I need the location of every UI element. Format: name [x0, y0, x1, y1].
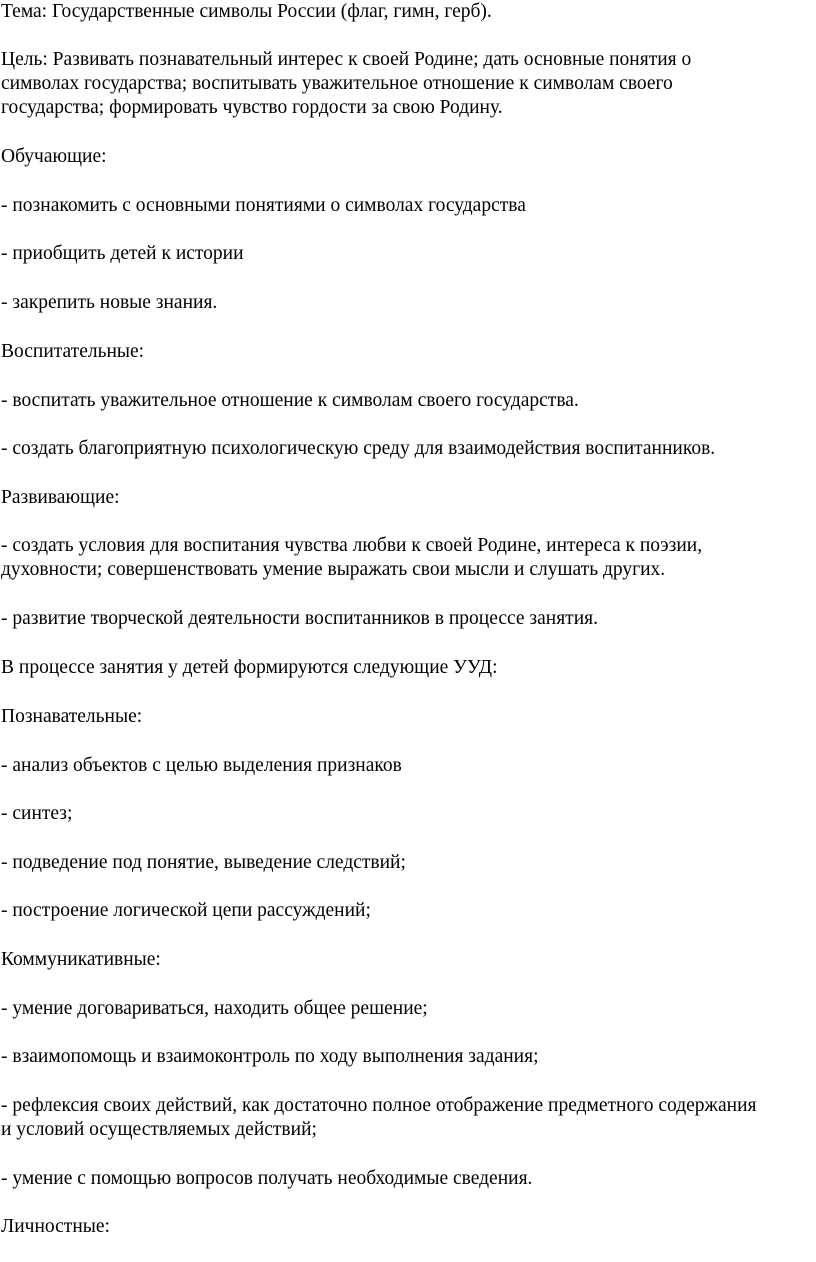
- goal-line-2: символах государства; воспитывать уважительное отношение к символам своего: [1, 73, 673, 94]
- teaching-item: - приобщить детей к истории: [1, 243, 244, 264]
- communicative-item-line-1: - рефлексия своих действий, как достаточно полное отображение предметного содержания: [1, 1095, 757, 1116]
- goal-line-1: Цель: Развивать познавательный интерес к своей Родине; дать основные понятия о: [1, 49, 692, 70]
- communicative-item: - умение с помощью вопросов получать необходимые сведения.: [1, 1168, 533, 1189]
- developing-item-line-1: - создать условия для воспитания чувства любви к своей Родине, интереса к поэзии,: [1, 535, 703, 556]
- cognitive-item: - анализ объектов с целью выделения признаков: [1, 755, 402, 776]
- cognitive-item: - подведение под понятие, выведение следствий;: [1, 852, 406, 873]
- goal-line-3: государства; формировать чувство гордости за свою Родину.: [1, 97, 503, 118]
- teaching-heading: Обучающие:: [1, 146, 107, 167]
- upbringing-item: - создать благоприятную психологическую среду для взаимодействия воспитанников.: [1, 438, 716, 459]
- developing-item: - развитие творческой деятельности воспитанников в процессе занятия.: [1, 608, 598, 629]
- goal-paragraph: [1, 48, 691, 120]
- teaching-item: - познакомить с основными понятиями о символах государства: [1, 195, 526, 216]
- communicative-item: - умение договариваться, находить общее решение;: [1, 998, 428, 1019]
- developing-item: [1, 534, 702, 582]
- developing-heading: Развивающие:: [1, 487, 120, 508]
- teaching-item: - закрепить новые знания.: [1, 292, 218, 313]
- cognitive-item: - построение логической цепи рассуждений;: [1, 900, 371, 921]
- cognitive-item: - синтез;: [1, 803, 73, 824]
- upbringing-item: - воспитать уважительное отношение к символам своего государства.: [1, 390, 579, 411]
- uud-intro: В процессе занятия у детей формируются следующие УУД:: [1, 657, 498, 678]
- personal-heading: Личностные:: [1, 1216, 110, 1237]
- communicative-item-line-2: и условий осуществляемых действий;: [1, 1119, 317, 1140]
- upbringing-heading: Воспитательные:: [1, 341, 145, 362]
- communicative-item: - взаимопомощь и взаимоконтроль по ходу выполнения задания;: [1, 1046, 539, 1067]
- topic-line: Тема: Государственные символы России (флаг, гимн, герб).: [1, 1, 492, 22]
- communicative-item: [1, 1094, 757, 1142]
- communicative-heading: Коммуникативные:: [1, 949, 161, 970]
- developing-item-line-2: духовности; совершенствовать умение выражать свои мысли и слушать других.: [1, 559, 666, 580]
- cognitive-heading: Познавательные:: [1, 706, 143, 727]
